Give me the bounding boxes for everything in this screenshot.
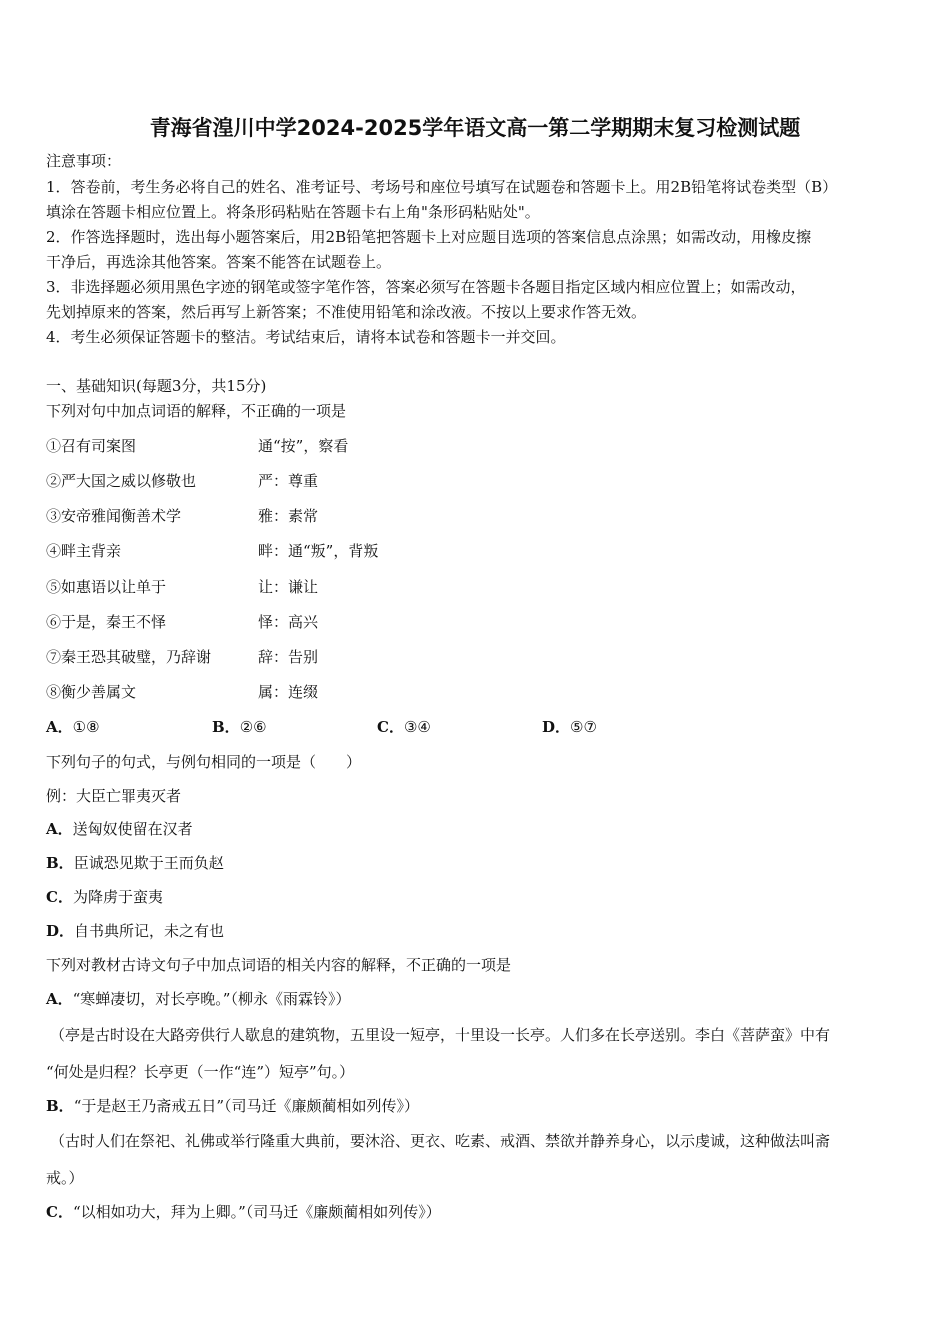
option-a bbox=[46, 989, 916, 1009]
option-text: “寒蝉凄切，对长亭晚。”（柳永《雨霖铃》） bbox=[72, 990, 351, 1008]
option-note: 戒。） bbox=[46, 1169, 84, 1187]
word-item: ③安帝雅闻衡善术学 bbox=[46, 507, 182, 525]
word-item: ②严大国之威以修敬也 bbox=[46, 472, 197, 490]
option-b bbox=[212, 717, 267, 737]
option-text: “以相如功大，拜为上卿。”（司马迁《廉颇蔺相如列传》） bbox=[72, 1203, 441, 1221]
option-text: 送匈奴使留在汉者 bbox=[72, 820, 193, 838]
notice-line: 干净后，再选涂其他答案。答案不能答在试题卷上。 bbox=[46, 253, 392, 271]
notice-line: 先划掉原来的答案，然后再写上新答案；不准使用铅笔和涂改液。不按以上要求作答无效。 bbox=[46, 303, 647, 321]
word-explanation: 怿：高兴 bbox=[258, 613, 319, 631]
option-text: ③④ bbox=[403, 718, 431, 736]
option-text: “于是赵王乃斋戒五日”（司马迁《廉颇蔺相如列传》） bbox=[73, 1097, 420, 1115]
word-explanation: 畔：通“叛”，背叛 bbox=[258, 542, 379, 560]
word-explanation: 属：连缀 bbox=[258, 683, 319, 701]
option-text: 自书典所记，未之有也 bbox=[74, 922, 225, 940]
option-label: C． bbox=[377, 718, 404, 736]
option-label: C． bbox=[46, 888, 73, 906]
example-sentence: 例：大臣亡罪夷灭者 bbox=[46, 787, 182, 805]
notice-line: 填涂在答题卡相应位置上。将条形码粘贴在答题卡右上角"条形码粘贴处"。 bbox=[46, 203, 540, 221]
question-stem: 下列对句中加点词语的解释，不正确的一项是 bbox=[46, 402, 347, 420]
word-item: ⑧衡少善属文 bbox=[46, 683, 137, 701]
option-label: B． bbox=[46, 854, 74, 872]
option-text: 臣诚恐见欺于王而负赵 bbox=[73, 854, 224, 872]
option-a bbox=[46, 819, 916, 839]
option-note: （古时人们在祭祀、礼佛或举行隆重大典前，要沐浴、更衣、吃素、戒酒、禁欲并静养身心，以示虔诚，这种做法叫斋 bbox=[50, 1132, 831, 1150]
word-explanation: 让：谦让 bbox=[258, 578, 319, 596]
notice-line: 4．考生必须保证答题卡的整洁。考试结束后，请将本试卷和答题卡一并交回。 bbox=[46, 328, 566, 346]
word-explanation: 辞：告别 bbox=[258, 648, 319, 666]
word-item: ①召有司案图 bbox=[46, 437, 137, 455]
option-c bbox=[46, 1202, 916, 1222]
word-item: ④畔主背亲 bbox=[46, 542, 122, 560]
notice-line: 3．非选择题必须用黑色字迹的钢笔或签字笔作答，答案必须写在答题卡各题目指定区域内相应位置上；如需改动， bbox=[46, 278, 806, 296]
option-text: ②⑥ bbox=[239, 718, 267, 736]
option-c bbox=[46, 887, 916, 907]
option-label: C． bbox=[46, 1203, 73, 1221]
option-note: （亭是古时设在大路旁供行人歇息的建筑物，五里设一短亭，十里设一长亭。人们多在长亭送别。李白《菩萨蛮》中有 bbox=[50, 1026, 831, 1044]
page-title: 青海省湟川中学2024-2025学年语文高一第二学期期末复习检测试题 bbox=[149, 116, 801, 140]
notice-heading: 注意事项： bbox=[46, 152, 122, 170]
option-a bbox=[46, 717, 100, 737]
option-text: ①⑧ bbox=[72, 718, 100, 736]
option-label: D． bbox=[542, 718, 571, 736]
option-text: ⑤⑦ bbox=[570, 718, 597, 736]
option-d bbox=[46, 921, 916, 941]
word-item: ⑥于是，秦王不怿 bbox=[46, 613, 167, 631]
option-label: B． bbox=[212, 718, 240, 736]
word-item: ⑤如惠语以让单于 bbox=[46, 578, 167, 596]
word-explanation: 通“按”，察看 bbox=[258, 437, 349, 455]
question-stem: 下列句子的句式，与例句相同的一项是（ ） bbox=[46, 753, 362, 771]
section-heading: 一、基础知识(每题3分，共15分) bbox=[46, 377, 267, 395]
option-label: A． bbox=[46, 990, 73, 1008]
option-label: D． bbox=[46, 922, 75, 940]
word-explanation: 严：尊重 bbox=[258, 472, 319, 490]
question-stem: 下列对教材古诗文句子中加点词语的相关内容的解释，不正确的一项是 bbox=[46, 956, 512, 974]
notice-line: 2．作答选择题时，选出每小题答案后，用2B铅笔把答题卡上对应题目选项的答案信息点涂黑；如需改动，用橡皮擦 bbox=[46, 228, 812, 246]
option-d bbox=[542, 717, 597, 737]
option-label: A． bbox=[46, 718, 73, 736]
option-note: “何处是归程？长亭更（一作“连”）短亭”句。） bbox=[46, 1063, 355, 1081]
option-label: B． bbox=[46, 1097, 74, 1115]
notice-line: 1．答卷前，考生务必将自己的姓名、准考证号、考场号和座位号填写在试题卷和答题卡上。用2B铅笔将试卷类型（B） bbox=[46, 178, 838, 196]
word-item: ⑦秦王恐其破璧，乃辞谢 bbox=[46, 648, 212, 666]
option-b bbox=[46, 853, 916, 873]
word-explanation: 雅：素常 bbox=[258, 507, 319, 525]
option-c bbox=[377, 717, 431, 737]
option-label: A． bbox=[46, 820, 73, 838]
option-text: 为降虏于蛮夷 bbox=[72, 888, 163, 906]
option-b bbox=[46, 1096, 916, 1116]
